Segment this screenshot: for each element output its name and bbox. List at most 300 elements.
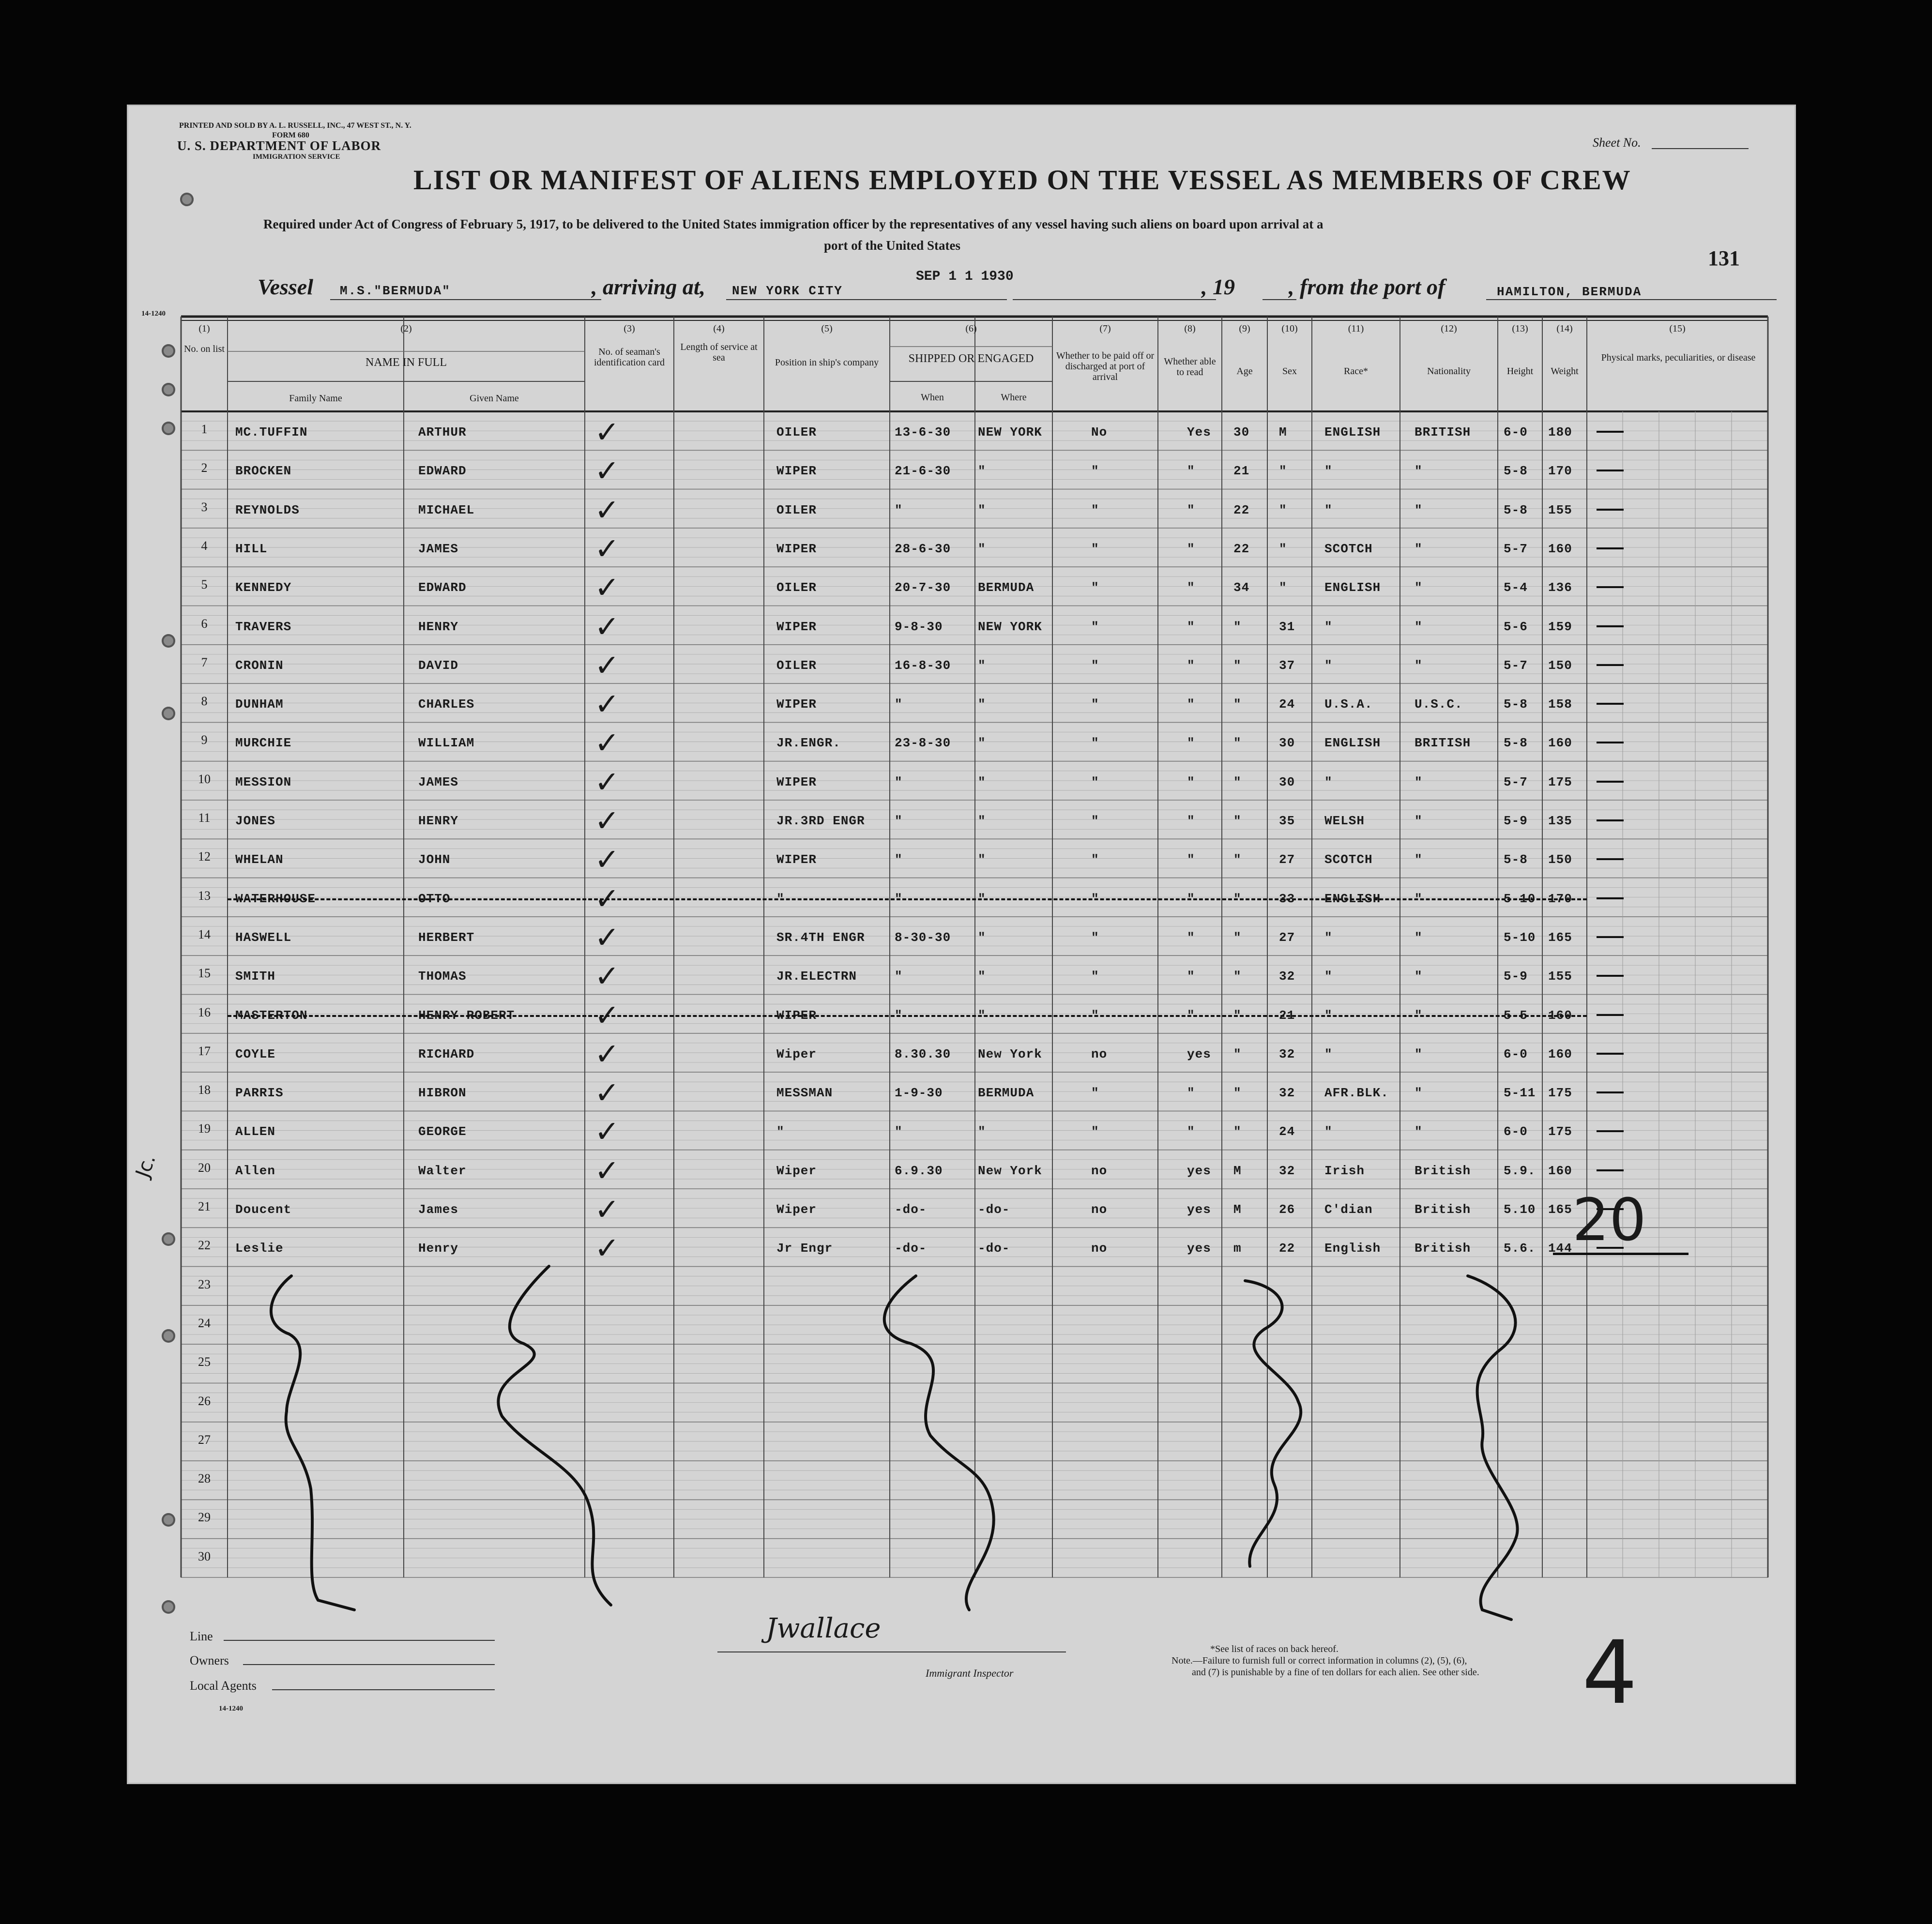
- row-number: 6: [201, 616, 208, 631]
- row-number: 1: [201, 422, 208, 436]
- cell-when: 1-9-30: [895, 1086, 943, 1101]
- cell-sex: ": [1279, 464, 1287, 479]
- cell-age: 22: [1233, 541, 1250, 556]
- cell-when: 20-7-30: [895, 580, 951, 595]
- cell-read: ": [1187, 736, 1195, 751]
- row-number: 16: [198, 1005, 211, 1019]
- cell-height: 5-10: [1504, 891, 1536, 906]
- row-number: 12: [198, 849, 211, 864]
- header-seaman-card: No. of seaman's identification card: [593, 347, 665, 368]
- cell-read: ": [1187, 852, 1195, 867]
- cell-race: English: [1324, 1241, 1381, 1256]
- sheet-number-label: Sheet No.: [1593, 136, 1641, 150]
- cell-weight: 160: [1548, 1163, 1572, 1178]
- cell-race: U.S.A.: [1324, 697, 1373, 712]
- row-number: 14: [198, 927, 211, 941]
- cell-where: ": [978, 502, 986, 517]
- cell-age: ": [1233, 774, 1242, 789]
- check-mark-icon: ✓: [594, 958, 620, 994]
- cell-when: 8-30-30: [895, 930, 951, 945]
- cell-pos: Jr Engr: [776, 1241, 833, 1256]
- date-stamp: SEP 1 1 1930: [916, 269, 1014, 284]
- cell-given: HENRY: [418, 814, 459, 828]
- cell-pos: WIPER: [776, 619, 817, 634]
- year-label: , 19: [1202, 274, 1235, 299]
- row-number: 8: [201, 694, 208, 709]
- cell-nat: ": [1415, 852, 1423, 867]
- cell-when: ": [895, 814, 903, 828]
- cell-pos: WIPER: [776, 774, 817, 789]
- cell-where: ": [978, 1008, 986, 1023]
- cell-paid: ": [1091, 736, 1099, 751]
- total-underline: [1553, 1253, 1689, 1255]
- row-number: 24: [198, 1316, 211, 1330]
- header-family-name: Family Name: [289, 393, 342, 404]
- cell-race: ENGLISH: [1324, 580, 1381, 595]
- cell-weight: 155: [1548, 502, 1572, 517]
- cell-given: ARTHUR: [418, 425, 467, 439]
- header-paid-off: Whether to be paid off or discharged at port of arrival: [1056, 350, 1155, 382]
- cell-sex: 24: [1279, 697, 1295, 712]
- inspector-signature: Jwallace: [766, 1613, 881, 1644]
- cell-weight: 160: [1548, 1046, 1572, 1061]
- cell-nat: ": [1415, 580, 1423, 595]
- cell-given: JAMES: [418, 774, 459, 789]
- cell-height: 5-9: [1504, 969, 1528, 984]
- cell-weight: 160: [1548, 1008, 1572, 1023]
- cell-height: 5-7: [1504, 658, 1528, 673]
- row-number: 5: [201, 577, 208, 592]
- cell-nat: U.S.C.: [1415, 697, 1463, 712]
- cell-age: ": [1233, 1046, 1242, 1061]
- cell-sex: 31: [1279, 619, 1295, 634]
- cell-pos: WIPER: [776, 541, 817, 556]
- cell-when: 8.30.30: [895, 1046, 951, 1061]
- cell-where: ": [978, 814, 986, 828]
- column-number-weight: (14): [1556, 323, 1573, 334]
- cell-given: CHARLES: [418, 697, 475, 712]
- column-number-n: (1): [198, 323, 210, 334]
- cell-pos: JR.ELECTRN: [776, 969, 857, 984]
- line-underline: [224, 1640, 495, 1641]
- cell-nat: ": [1415, 1046, 1423, 1061]
- cell-height: 5-8: [1504, 697, 1528, 712]
- cell-paid: ": [1091, 580, 1099, 595]
- cell-where: ": [978, 541, 986, 556]
- cell-given: JAMES: [418, 541, 459, 556]
- cell-family: CRONIN: [235, 658, 284, 673]
- check-mark-icon: ✓: [594, 1114, 620, 1150]
- check-mark-icon: ✓: [594, 1152, 620, 1188]
- cell-pos: Wiper: [776, 1046, 817, 1061]
- check-mark-icon: ✓: [594, 803, 620, 838]
- subtitle-line-2: port of the United States: [824, 238, 960, 253]
- column-number-paid: (7): [1099, 323, 1111, 334]
- column-number-read: (8): [1184, 323, 1196, 334]
- cell-paid: no: [1091, 1202, 1108, 1217]
- header-shipped-engaged: SHIPPED OR ENGAGED: [908, 352, 1034, 365]
- cell-height: 6-0: [1504, 1124, 1528, 1139]
- cell-paid: ": [1091, 930, 1099, 945]
- cell-family: DUNHAM: [235, 697, 284, 712]
- cell-given: James: [418, 1202, 459, 1217]
- cell-weight: 155: [1548, 969, 1572, 984]
- column-number-len: (4): [713, 323, 725, 334]
- cell-pos: OILER: [776, 502, 817, 517]
- cell-family: HASWELL: [235, 930, 292, 945]
- cell-height: 5.9.: [1504, 1163, 1536, 1178]
- cell-age: m: [1233, 1241, 1242, 1256]
- cell-weight: 150: [1548, 852, 1572, 867]
- cell-race: ": [1324, 930, 1333, 945]
- cell-paid: no: [1091, 1046, 1108, 1061]
- cell-family: WHELAN: [235, 852, 284, 867]
- cell-race: SCOTCH: [1324, 541, 1373, 556]
- cell-age: ": [1233, 658, 1242, 673]
- cell-nat: ": [1415, 1086, 1423, 1101]
- cell-family: Allen: [235, 1163, 276, 1178]
- cell-age: ": [1233, 1124, 1242, 1139]
- header-nationality: Nationality: [1427, 366, 1471, 377]
- cell-sex: ": [1279, 541, 1287, 556]
- cell-read: ": [1187, 969, 1195, 984]
- cell-paid: no: [1091, 1241, 1108, 1256]
- cell-pos: OILER: [776, 425, 817, 439]
- cell-sex: 22: [1279, 1241, 1295, 1256]
- handwritten-initials: Jc.: [131, 1151, 160, 1181]
- cell-pos: WIPER: [776, 1008, 817, 1023]
- cell-pos: WIPER: [776, 852, 817, 867]
- cell-weight: 180: [1548, 425, 1572, 439]
- cell-given: JOHN: [418, 852, 451, 867]
- cell-height: 5-7: [1504, 774, 1528, 789]
- cell-race: ": [1324, 1124, 1333, 1139]
- cell-age: ": [1233, 891, 1242, 906]
- cell-paid: ": [1091, 891, 1099, 906]
- cell-nat: ": [1415, 930, 1423, 945]
- cell-paid: ": [1091, 1086, 1099, 1101]
- check-mark-icon: ✓: [594, 492, 620, 528]
- cell-given: GEORGE: [418, 1124, 467, 1139]
- cell-nat: ": [1415, 969, 1423, 984]
- row-number: 4: [201, 538, 208, 553]
- handwritten-corner-number: 4: [1582, 1622, 1638, 1724]
- cell-family: PARRIS: [235, 1086, 284, 1101]
- from-label: , from the port of: [1289, 274, 1445, 299]
- row-number: 22: [198, 1238, 211, 1253]
- cell-height: 5-8: [1504, 736, 1528, 751]
- cell-nat: ": [1415, 502, 1423, 517]
- column-number-nat: (12): [1441, 323, 1457, 334]
- cell-read: yes: [1187, 1046, 1211, 1061]
- cell-family: REYNOLDS: [235, 502, 300, 517]
- column-number-card: (3): [624, 323, 635, 334]
- cell-when: 28-6-30: [895, 541, 951, 556]
- cell-given: RICHARD: [418, 1046, 475, 1061]
- check-mark-icon: ✓: [594, 919, 620, 955]
- cell-where: ": [978, 736, 986, 751]
- cell-weight: 159: [1548, 619, 1572, 634]
- row-number: 19: [198, 1121, 211, 1136]
- cell-where: NEW YORK: [978, 425, 1042, 439]
- cell-sex: ": [1279, 502, 1287, 517]
- cell-pos: OILER: [776, 580, 817, 595]
- department-name: U. S. DEPARTMENT OF LABOR: [177, 138, 381, 153]
- cell-sex: M: [1279, 425, 1287, 439]
- cell-weight: 136: [1548, 580, 1572, 595]
- cell-paid: ": [1091, 619, 1099, 634]
- cell-race: ": [1324, 1008, 1333, 1023]
- inspector-label: Immigrant Inspector: [926, 1667, 1014, 1679]
- cell-height: 5-10: [1504, 930, 1536, 945]
- cell-family: Doucent: [235, 1202, 292, 1217]
- row-number: 26: [198, 1394, 211, 1408]
- cell-sex: 24: [1279, 1124, 1295, 1139]
- cell-age: ": [1233, 852, 1242, 867]
- row-number: 28: [198, 1471, 211, 1486]
- cell-given: OTTO: [418, 891, 451, 906]
- header-weight: Weight: [1551, 366, 1579, 377]
- inspector-underline: [717, 1651, 1066, 1652]
- cell-when: 16-8-30: [895, 658, 951, 673]
- column-number-age: (9): [1239, 323, 1250, 334]
- cell-family: KENNEDY: [235, 580, 292, 595]
- cell-where: ": [978, 464, 986, 479]
- cell-height: 5-11: [1504, 1086, 1536, 1101]
- column-number-race: (11): [1348, 323, 1364, 334]
- column-number-height: (13): [1512, 323, 1528, 334]
- cell-sex: 26: [1279, 1202, 1295, 1217]
- printer-line: PRINTED AND SOLD BY A. L. RUSSELL, INC., 47 WEST ST., N. Y.: [179, 121, 411, 130]
- check-mark-icon: ✓: [594, 1075, 620, 1111]
- cell-height: 6-0: [1504, 425, 1528, 439]
- check-mark-icon: ✓: [594, 608, 620, 644]
- cell-paid: ": [1091, 852, 1099, 867]
- form-number: FORM 680: [272, 131, 309, 139]
- cell-given: EDWARD: [418, 580, 467, 595]
- line-label: Line: [190, 1629, 213, 1643]
- cell-sex: 30: [1279, 774, 1295, 789]
- cell-where: BERMUDA: [978, 580, 1034, 595]
- page-number: 131: [1708, 246, 1740, 270]
- cell-read: yes: [1187, 1202, 1211, 1217]
- cell-read: ": [1187, 1124, 1195, 1139]
- cell-read: ": [1187, 502, 1195, 517]
- cell-race: C'dian: [1324, 1202, 1373, 1217]
- cell-race: ": [1324, 619, 1333, 634]
- cell-paid: ": [1091, 1008, 1099, 1023]
- cell-where: -do-: [978, 1202, 1010, 1217]
- row-number: 2: [201, 461, 208, 475]
- cell-sex: 27: [1279, 852, 1295, 867]
- row-number: 17: [198, 1044, 211, 1058]
- cell-pos: JR.3RD ENGR: [776, 814, 865, 828]
- cell-weight: 160: [1548, 541, 1572, 556]
- manifest-page: [127, 105, 1796, 1784]
- column-number-name: (2): [400, 323, 412, 334]
- row-number: 13: [198, 888, 211, 903]
- cell-family: SMITH: [235, 969, 276, 984]
- cell-read: ": [1187, 619, 1195, 634]
- header-when: When: [921, 392, 944, 403]
- row-number: 20: [198, 1160, 211, 1175]
- row-number: 21: [198, 1199, 211, 1213]
- column-number-shipped: (6): [965, 323, 977, 334]
- cell-nat: British: [1415, 1202, 1471, 1217]
- cell-paid: ": [1091, 658, 1099, 673]
- cell-read: ": [1187, 1008, 1195, 1023]
- subtitle-line-1: Required under Act of Congress of February 5, 1917, to be delivered to the United States immigration officer by the representatives of any vessel having such aliens on board upon arrival at a: [263, 217, 1323, 231]
- cell-age: ": [1233, 930, 1242, 945]
- from-port: HAMILTON, BERMUDA: [1497, 285, 1642, 299]
- cell-race: ": [1324, 502, 1333, 517]
- cell-weight: 135: [1548, 814, 1572, 828]
- column-number-pos: (5): [821, 323, 833, 334]
- cell-weight: 144: [1548, 1241, 1572, 1256]
- cell-paid: ": [1091, 502, 1099, 517]
- cell-nat: BRITISH: [1415, 425, 1471, 439]
- cell-nat: ": [1415, 464, 1423, 479]
- check-mark-icon: ✓: [594, 880, 620, 916]
- check-mark-icon: ✓: [594, 997, 620, 1033]
- header-height: Height: [1506, 366, 1534, 377]
- cell-height: 5-4: [1504, 580, 1528, 595]
- row-number: 10: [198, 772, 211, 786]
- cell-pos: JR.ENGR.: [776, 736, 841, 751]
- cell-when: ": [895, 969, 903, 984]
- cell-paid: ": [1091, 814, 1099, 828]
- cell-race: ": [1324, 1046, 1333, 1061]
- cell-sex: 32: [1279, 1163, 1295, 1178]
- cell-race: WELSH: [1324, 814, 1365, 828]
- cell-paid: ": [1091, 1124, 1099, 1139]
- owners-underline: [243, 1664, 495, 1665]
- cell-height: 5-8: [1504, 464, 1528, 479]
- cell-where: ": [978, 930, 986, 945]
- check-mark-icon: ✓: [594, 842, 620, 878]
- cell-given: DAVID: [418, 658, 459, 673]
- cell-age: M: [1233, 1202, 1242, 1217]
- cell-sex: 32: [1279, 969, 1295, 984]
- cell-height: 5-7: [1504, 541, 1528, 556]
- vessel-name: M.S."BERMUDA": [340, 284, 451, 298]
- cell-family: MESSION: [235, 774, 292, 789]
- cell-given: WILLIAM: [418, 736, 475, 751]
- cell-where: ": [978, 697, 986, 712]
- cell-age: 22: [1233, 502, 1250, 517]
- check-mark-icon: ✓: [594, 1230, 620, 1266]
- cell-age: 30: [1233, 425, 1250, 439]
- cell-family: TRAVERS: [235, 619, 292, 634]
- cell-family: WATERHOUSE: [235, 891, 316, 906]
- cell-read: ": [1187, 930, 1195, 945]
- check-mark-icon: ✓: [594, 570, 620, 606]
- cell-sex: 32: [1279, 1046, 1295, 1061]
- cell-race: SCOTCH: [1324, 852, 1373, 867]
- cell-weight: 158: [1548, 697, 1572, 712]
- cell-race: ": [1324, 969, 1333, 984]
- cell-paid: ": [1091, 464, 1099, 479]
- cell-paid: ": [1091, 697, 1099, 712]
- cell-age: 34: [1233, 580, 1250, 595]
- cell-family: Leslie: [235, 1241, 284, 1256]
- cell-given: HIBRON: [418, 1086, 467, 1101]
- cell-where: ": [978, 969, 986, 984]
- header-physical-marks: Physical marks, peculiarities, or disease: [1601, 352, 1756, 363]
- row-number: 18: [198, 1083, 211, 1097]
- cell-read: ": [1187, 774, 1195, 789]
- check-mark-icon: ✓: [594, 725, 620, 761]
- cell-nat: British: [1415, 1163, 1471, 1178]
- cell-where: BERMUDA: [978, 1086, 1034, 1101]
- cell-race: ENGLISH: [1324, 736, 1381, 751]
- header-position: Position in ship's company: [775, 357, 879, 368]
- row-number: 7: [201, 655, 208, 669]
- cell-nat: ": [1415, 1124, 1423, 1139]
- vessel-label: Vessel: [258, 274, 313, 299]
- cell-read: ": [1187, 580, 1195, 595]
- cell-family: HILL: [235, 541, 268, 556]
- cell-when: ": [895, 1008, 903, 1023]
- cell-when: ": [895, 852, 903, 867]
- cell-family: ALLEN: [235, 1124, 276, 1139]
- cell-pos: Wiper: [776, 1202, 817, 1217]
- handwritten-total: 20: [1572, 1187, 1646, 1254]
- cell-nat: BRITISH: [1415, 736, 1471, 751]
- cell-given: HENRY ROBERT: [418, 1008, 515, 1023]
- cell-pos: MESSMAN: [776, 1086, 833, 1101]
- cell-height: 5-5: [1504, 1008, 1528, 1023]
- cell-sex: 33: [1279, 891, 1295, 906]
- cell-paid: No: [1091, 425, 1108, 439]
- cell-weight: 175: [1548, 1124, 1572, 1139]
- cell-weight: 165: [1548, 930, 1572, 945]
- header-name-in-full: NAME IN FULL: [365, 356, 447, 369]
- cell-sex: ": [1279, 580, 1287, 595]
- footnote-line-1: Note.—Failure to furnish full or correct information in columns (2), (5), (6),: [1171, 1655, 1467, 1666]
- cell-age: ": [1233, 969, 1242, 984]
- cell-family: BROCKEN: [235, 464, 292, 479]
- cell-age: ": [1233, 619, 1242, 634]
- cell-when: 6.9.30: [895, 1163, 943, 1178]
- check-mark-icon: ✓: [594, 530, 620, 566]
- cell-family: MC.TUFFIN: [235, 425, 308, 439]
- column-number-sex: (10): [1281, 323, 1298, 334]
- cell-nat: ": [1415, 658, 1423, 673]
- cell-race: AFR.BLK.: [1324, 1086, 1389, 1101]
- cell-pos: WIPER: [776, 464, 817, 479]
- cell-nat: ": [1415, 619, 1423, 634]
- cell-given: Henry: [418, 1241, 459, 1256]
- cell-read: ": [1187, 658, 1195, 673]
- cell-paid: ": [1091, 969, 1099, 984]
- cell-when: -do-: [895, 1202, 927, 1217]
- cell-when: 21-6-30: [895, 464, 951, 479]
- cell-nat: ": [1415, 541, 1423, 556]
- form-code-bottom: 14-1240: [219, 1705, 243, 1712]
- owners-label: Owners: [190, 1653, 229, 1667]
- agents-underline: [272, 1689, 495, 1690]
- cell-given: Walter: [418, 1163, 467, 1178]
- cell-when: ": [895, 697, 903, 712]
- check-mark-icon: ✓: [594, 686, 620, 722]
- header-given-name: Given Name: [470, 393, 519, 404]
- cell-read: ": [1187, 541, 1195, 556]
- cell-weight: 150: [1548, 658, 1572, 673]
- cell-when: 13-6-30: [895, 425, 951, 439]
- cell-read: yes: [1187, 1163, 1211, 1178]
- row-number: 23: [198, 1277, 211, 1291]
